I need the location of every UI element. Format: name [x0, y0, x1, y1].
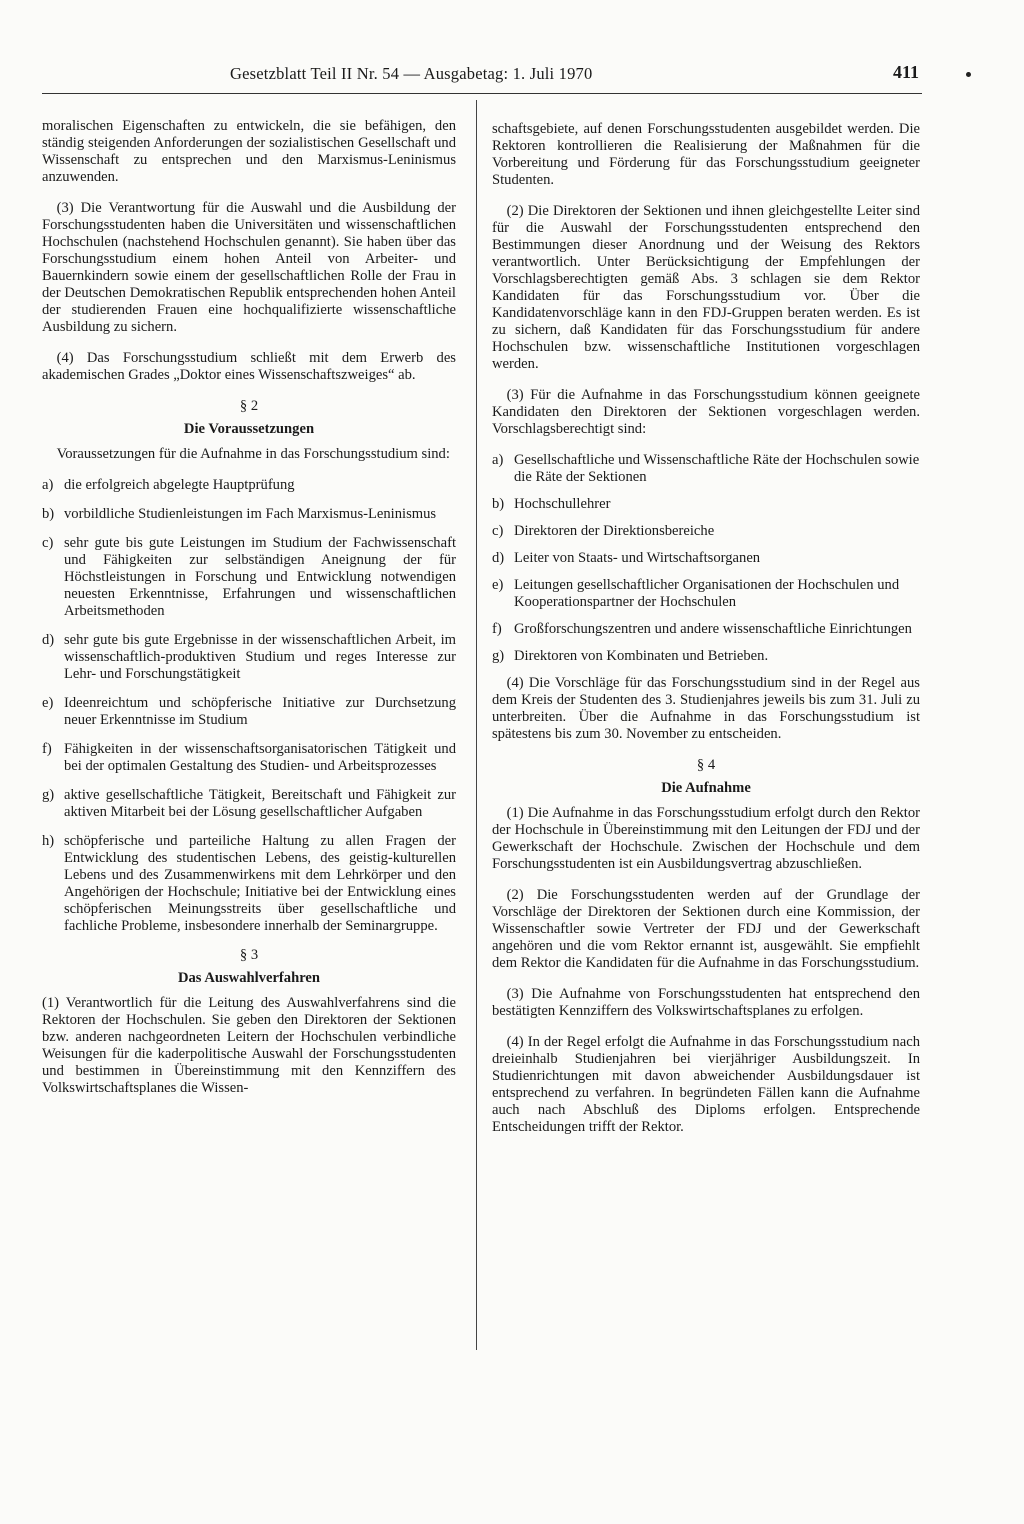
section-3-title: Das Auswahlverfahren — [177, 970, 321, 986]
list-item — [492, 648, 920, 665]
section-4-paragraph-3: (3) Die Aufnahme von Forschungsstudenten hat entsprechend den bestätigten Kennziffern des Volkswirtschaftsplanes zu erfolgen. — [492, 986, 920, 1019]
list-item — [492, 496, 920, 513]
section-4-paragraph-2: (2) Die Forschungsstudenten werden auf der Grundlage der Vorschläge der Direktoren der Sektionen durch eine Kommission, der Wissenschaftler sowie Vertreter der FDJ und der Gewerkschaft angehören und die vom Rektor ernannt ist, ausgewählt. Sie empfiehlt dem Rektor die Kandidaten für die Aufnahme in das Forschungsstudium. — [492, 887, 920, 971]
section-3-paragraph-4: (4) Die Vorschläge für das Forschungsstudium sind in der Regel aus dem Kreis der Studenten des 3. Studienjahres jeweils bis zum 31. Juli zu unterbreiten. Über die Aufnahme in das Forschungsstudium ist spätestens bis zum 30. November zu entscheiden. — [492, 675, 920, 742]
proposers-list — [492, 452, 920, 665]
list-item — [42, 741, 456, 775]
right-column — [492, 121, 920, 1150]
paragraph-continued: schaftsgebiete, auf denen Forschungsstudenten ausgebildet werden. Die Rektoren kontrollieren die Realisierung der Maßnahmen für die Vorbereitung und Förderung für das Forschungsstudium geeigneter Studenten. — [492, 121, 920, 188]
section-3-paragraph-1: (1) Verantwortlich für die Leitung des Auswahlverfahrens sind die Rektoren der Hochschulen. Sie geben den Direktoren der Sektionen bzw. anderen nachgeordneten Leitern der Hochschulen verbindliche Weisungen für die kaderpolitische Auswahl der Forschungsstudenten und bestimmen in Übereinstimmung mit den Kennziffern des Volkswirtschaftsplanes die Wissen- — [42, 995, 456, 1096]
list-item — [42, 477, 456, 494]
section-4-paragraph-1: (1) Die Aufnahme in das Forschungsstudium erfolgt durch den Rektor der Hochschule in Übereinstimmung mit den Leitungen der FDJ und der Gewerkschaft der Hochschule. Zwischen der Hochschule und dem Forschungsstudenten ist ein Ausbildungsvertrag abzuschließen. — [492, 805, 920, 872]
section-2-intro: Voraussetzungen für die Aufnahme in das Forschungsstudium sind: — [56, 446, 450, 462]
paragraph-3: (3) Die Verantwortung für die Auswahl und die Ausbildung der Forschungsstudenten haben die Universitäten und wissenschaftlichen Hochschulen (nachstehend Hochschulen genannt). Sie haben über das Forschungsstudium einem hohen Anteil von Arbeiter- und Bauernkindern sowie einem der gesellschaftlichen Rolle der Frau in der Deutschen Demokratischen Republik entsprechenden hohen Anteil der studierenden Frauen eine hochqualifizierte wissenschaftliche Ausbildung zu sichern. — [42, 200, 456, 335]
list-item — [42, 695, 456, 729]
paragraph-intro: moralischen Eigenschaften zu entwickeln, die sie befähigen, den ständig steigenden Anforderungen der sozialistischen Gesellschaft und Wissenschaft zu entsprechen und den Marxismus-Leninismus anzuwenden. — [42, 118, 456, 185]
list-letter: g) — [42, 787, 55, 803]
list-item — [492, 550, 920, 567]
list-letter: b) — [42, 506, 55, 522]
list-item — [492, 577, 920, 611]
section-3-paragraph-3: (3) Für die Aufnahme in das Forschungsstudium können geeignete Kandidaten den Direktoren der Sektionen vorgeschlagen werden. Vorschlagsberechtigt sind: — [492, 387, 920, 437]
list-letter: d) — [42, 632, 55, 648]
list-text: sehr gute bis gute Ergebnisse in der wissenschaftlichen Arbeit, im wissenschaftlich-produktiven Studium und reges Interesse zur Lehr- und Forschungstätigkeit — [64, 632, 456, 682]
list-text: Gesellschaftliche und Wissenschaftliche Räte der Hochschulen sowie die Räte der Sektionen — [514, 452, 920, 485]
list-letter: f) — [42, 741, 52, 757]
list-item — [492, 452, 920, 486]
list-item — [42, 787, 456, 821]
header-dot — [966, 72, 971, 77]
section-2-number: § 2 — [239, 398, 259, 414]
column-divider — [476, 100, 477, 1350]
list-text: sehr gute bis gute Leistungen im Studium der Fachwissenschaft und Fähigkeiten zur selbständigen Aneignung der für Höchstleistungen in Forschung und Entwicklung notwendigen neuesten Erkenntnisse, Erfahrungen und wissenschaftlichen Arbeitsmethoden — [64, 535, 456, 619]
list-item — [492, 621, 920, 638]
list-text: Ideenreichtum und schöpferische Initiative zur Durchsetzung neuer Erkenntnisse im Studium — [64, 695, 456, 728]
prerequisites-list — [42, 477, 456, 935]
list-text: schöpferische und parteiliche Haltung zu allen Fragen der Entwicklung des studentischen Lebens, des geistig-kulturellen Lebens und des Zusammenwirkens mit dem Lehrkörper und den Angehörigen der Hochschule; Initiative bei der Entwicklung eines schöpferischen Meinungsstreits über gesellschaftliche und fachliche Probleme, insbesondere innerhalb der Seminargruppe. — [64, 833, 456, 934]
list-text: Fähigkeiten in der wissenschaftsorganisatorischen Tätigkeit und bei der optimalen Gestaltung des Studien- und Arbeitsprozesses — [64, 741, 456, 774]
list-letter: h) — [42, 833, 55, 849]
list-letter: a) — [492, 452, 504, 468]
list-letter: e) — [42, 695, 54, 711]
page-header — [190, 62, 950, 92]
section-4-title: Die Aufnahme — [661, 780, 751, 796]
list-text: Hochschullehrer — [514, 496, 611, 512]
list-letter: d) — [492, 550, 505, 566]
list-text: vorbildliche Studienleistungen im Fach Marxismus-Leninismus — [64, 506, 437, 522]
list-letter: b) — [492, 496, 505, 512]
list-letter: c) — [42, 535, 54, 551]
page-number: 411 — [893, 62, 920, 82]
section-3-paragraph-2: (2) Die Direktoren der Sektionen und ihnen gleichgestellte Leiter sind für die Auswahl der Forschungsstudenten entsprechend den Bestimmungen dieser Anordnung und der Weisung des Rektors verantwortlich. Unter Berücksichtigung der Empfehlungen der Vorschlagsberechtigten gemäß Abs. 3 schlagen sie dem Rektor Kandidaten für das Forschungsstudium vor. Über die Kandidatenvorschläge kann in den FDJ-Gruppen beraten werden. Es ist zu sichern, daß Kandidaten für das Forschungsstudium für andere Hochschulen bzw. wissenschaftliche Institutionen vorgeschlagen werden. — [492, 203, 920, 372]
section-3-number: § 3 — [239, 947, 259, 963]
list-item — [42, 833, 456, 935]
paragraph-4: (4) Das Forschungsstudium schließt mit dem Erwerb des akademischen Grades „Doktor eines Wissenschaftszweiges“ ab. — [42, 350, 456, 383]
list-text: Direktoren der Direktionsbereiche — [514, 523, 715, 539]
header-title: Gesetzblatt Teil II Nr. 54 — Ausgabetag: 1. Juli 1970 — [230, 64, 593, 83]
header-rule — [42, 93, 922, 94]
list-text: Leitungen gesellschaftlicher Organisationen der Hochschulen und Kooperationspartner der Hochschulen — [514, 577, 900, 610]
list-text: Leiter von Staats- und Wirtschaftsorganen — [514, 550, 761, 566]
list-text: aktive gesellschaftliche Tätigkeit, Bereitschaft und Fähigkeit zur aktiven Mitarbeit bei der Lösung gesellschaftlicher Aufgaben — [64, 787, 456, 820]
section-4-number: § 4 — [696, 757, 716, 773]
list-letter: a) — [42, 477, 54, 493]
list-item — [42, 535, 456, 620]
list-letter: e) — [492, 577, 504, 593]
list-text: die erfolgreich abgelegte Hauptprüfung — [64, 477, 295, 493]
list-letter: c) — [492, 523, 504, 539]
list-item — [492, 523, 920, 540]
list-item — [42, 632, 456, 683]
list-text: Direktoren von Kombinaten und Betrieben. — [514, 648, 769, 664]
left-column — [42, 118, 456, 1111]
list-letter: g) — [492, 648, 505, 664]
section-2-title: Die Voraussetzungen — [183, 421, 315, 437]
list-text: Großforschungszentren und andere wissenschaftliche Einrichtungen — [514, 621, 912, 637]
list-item — [42, 506, 456, 523]
section-4-paragraph-4: (4) In der Regel erfolgt die Aufnahme in das Forschungsstudium nach dreieinhalb Studienjahren bei vierjähriger Ausbildungszeit. In Studienrichtungen mit davon abweichender Ausbildungsdauer ist entsprechend zu verfahren. In begründeten Fällen kann die Aufnahme auch nach Abschluß des Diploms erfolgen. Entsprechende Entscheidungen trifft der Rektor. — [492, 1034, 920, 1135]
list-letter: f) — [492, 621, 502, 637]
